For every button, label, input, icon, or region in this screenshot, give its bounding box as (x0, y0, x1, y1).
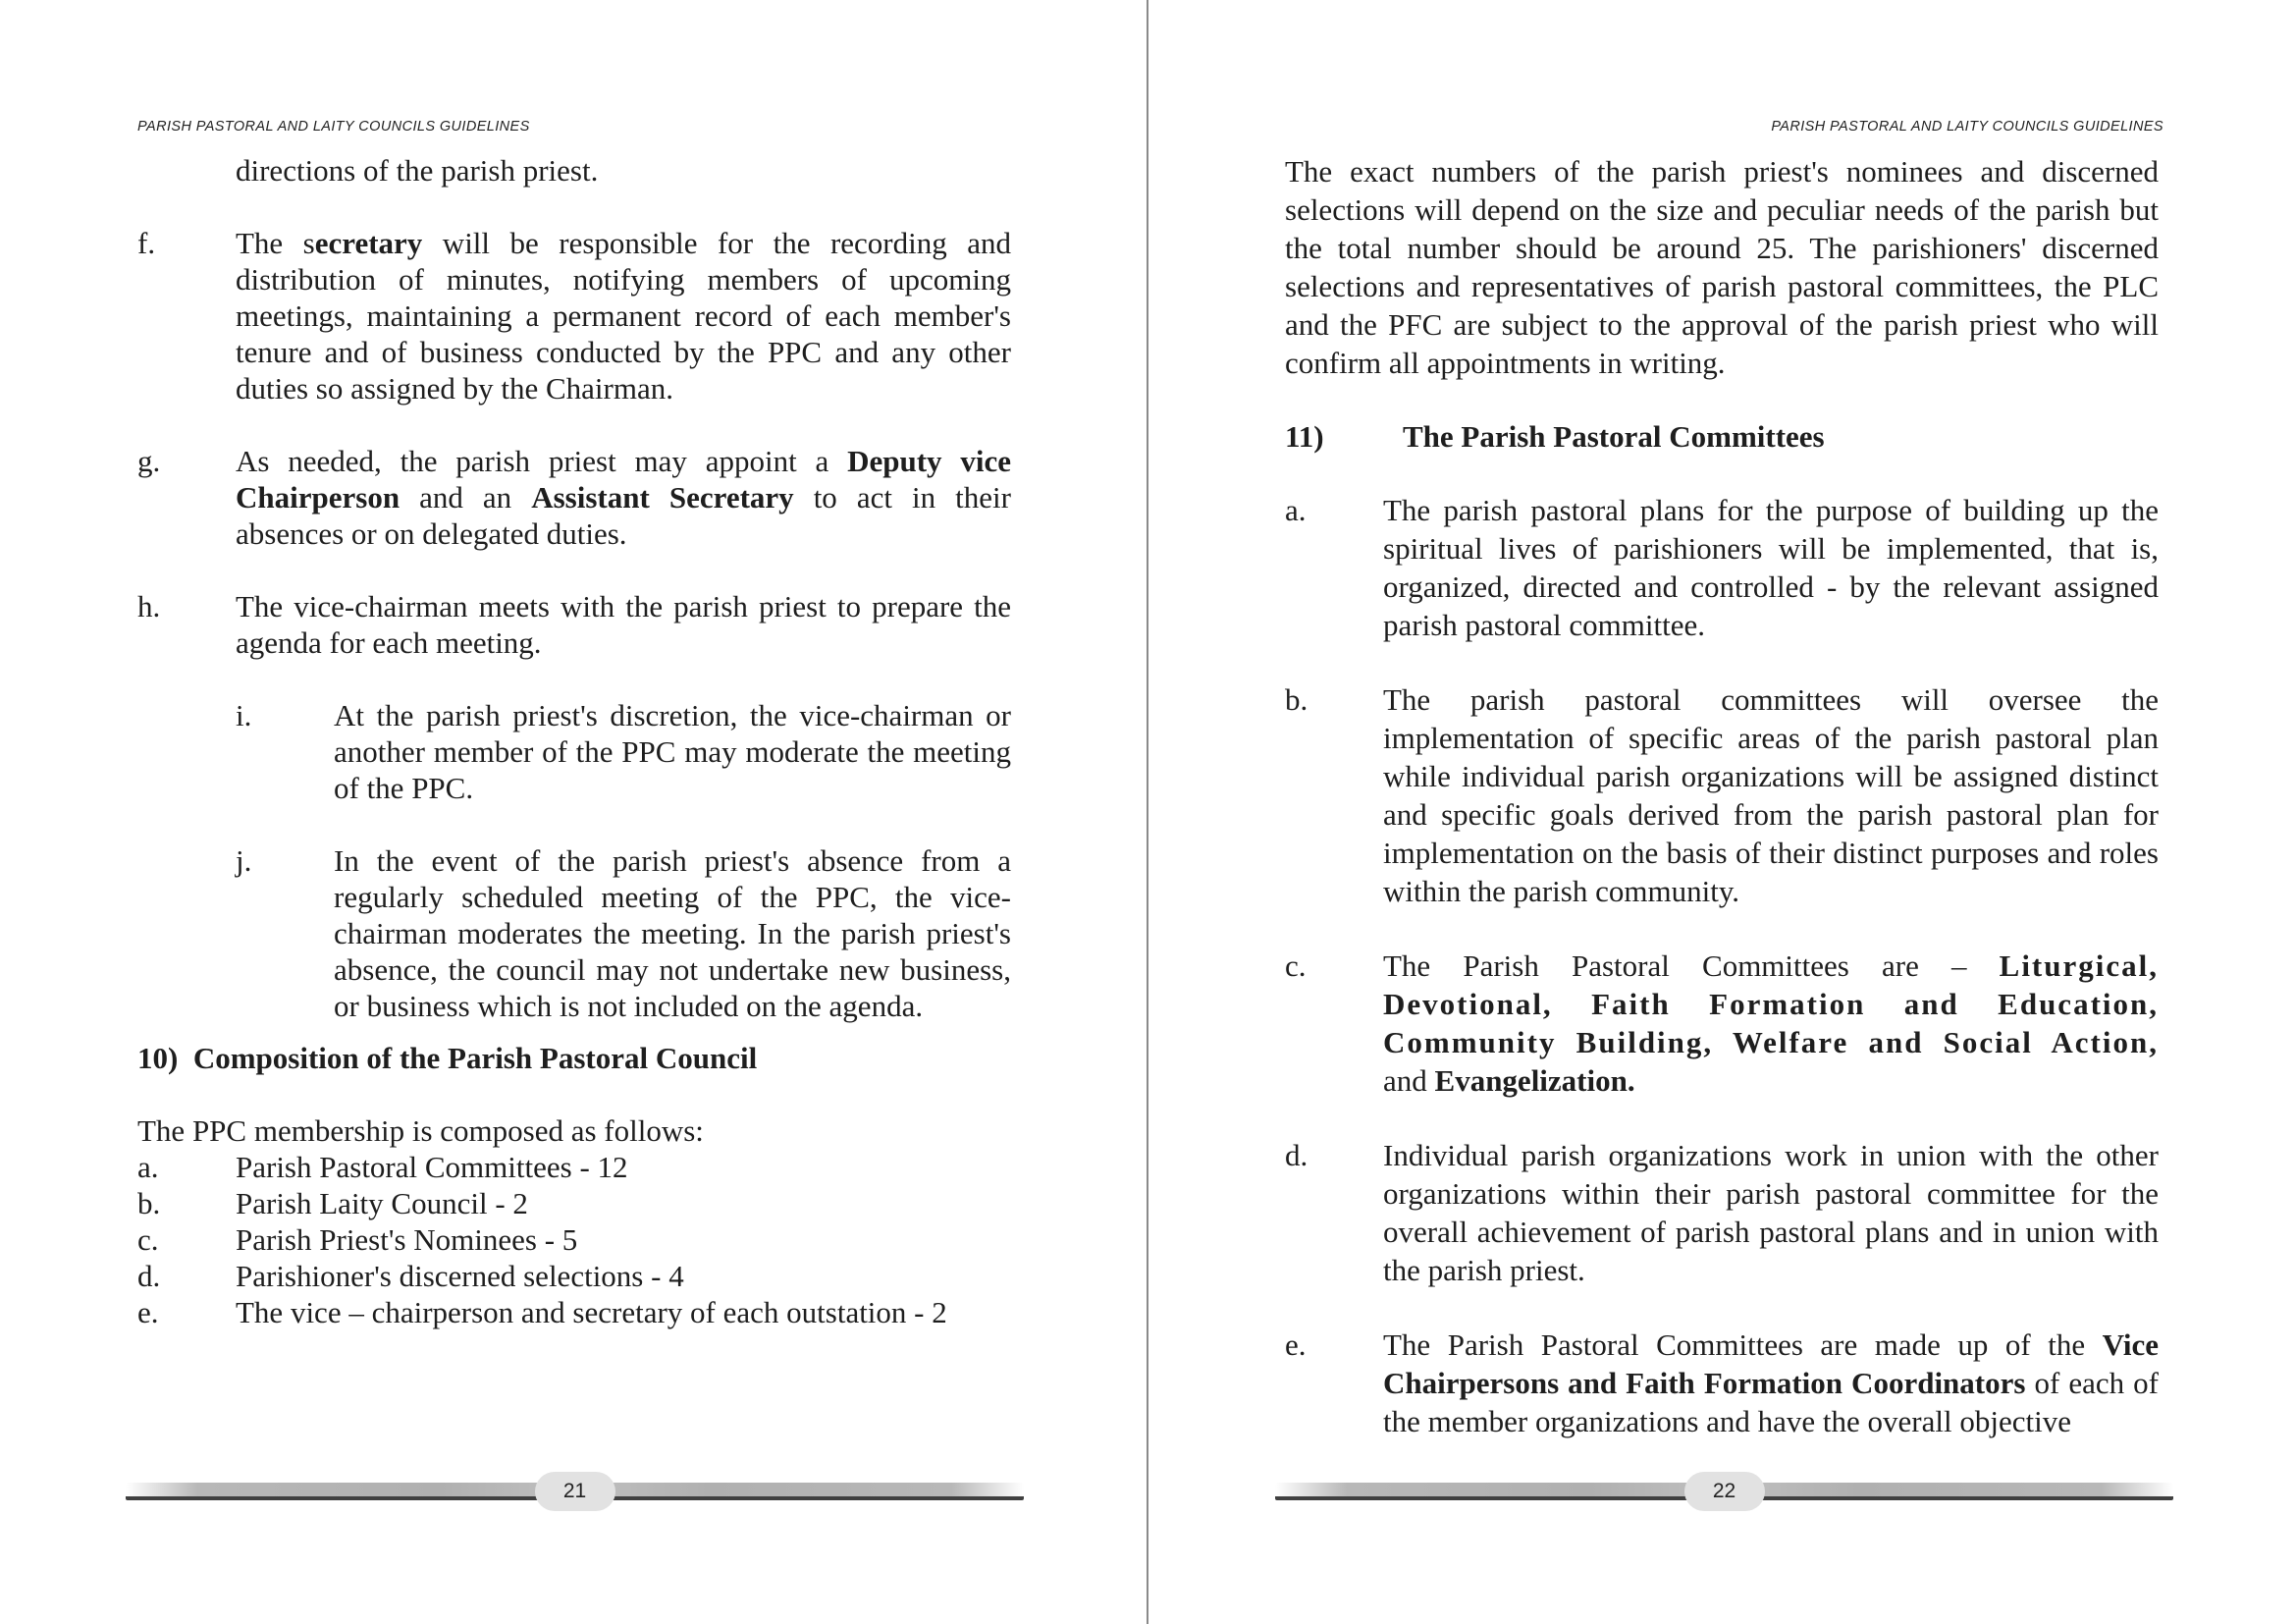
item-label: a. (1285, 493, 1307, 527)
list-item-e (1285, 1326, 2159, 1440)
left-page-body (137, 152, 1011, 1330)
list-item-d (1285, 1136, 2159, 1289)
list-item: d. Parishioner's discerned selections - 4 (137, 1259, 684, 1293)
list-item: c. Parish Priest's Nominees - 5 (137, 1222, 578, 1257)
right-page-body (1285, 152, 2159, 1440)
membership-intro: The PPC membership is composed as follows: (137, 1113, 704, 1148)
item-label: c. (1285, 948, 1307, 983)
item-label: j. (236, 843, 252, 878)
page-number: 21 (535, 1472, 615, 1511)
list-item-h (137, 588, 1011, 661)
page-number: 22 (1684, 1472, 1765, 1511)
item-text: The Parish Pastoral Committees are – Liturgical, Devotional, Faith Formation and Education, Community Building, Welfare and Social Action, and Evangelization. (1383, 948, 2159, 1098)
list-item-j (137, 842, 1011, 1024)
item-label: f. (137, 226, 156, 260)
section-heading-11: 11) The Parish Pastoral Committees (1285, 419, 1825, 454)
item-label: d. (1285, 1138, 1308, 1172)
item-label: i. (236, 698, 252, 732)
item-label: g. (137, 444, 161, 478)
right-page (1148, 0, 2296, 1624)
item-text: The vice-chairman meets with the parish priest to prepare the agenda for each meeting. (236, 589, 1011, 660)
list-item-g (137, 443, 1011, 552)
item-text: The Parish Pastoral Committees are made up of the Vice Chairpersons and Faith Formation Coordinators of each of the member organizations and have the overall objective (1383, 1327, 2159, 1438)
item-text: In the event of the parish priest's absence from a regularly scheduled meeting of the PPC, the vice-chairman moderates the meeting. In the parish priest's absence, the council may not undertake new business, or business which is not included on the agenda. (334, 843, 1011, 1023)
item-text: The secretary will be responsible for the recording and distribution of minutes, notifying members of upcoming meetings, maintaining a permanent record of each member's tenure and of business conducted by the PPC and any other duties so assigned by the Chairman. (236, 226, 1011, 406)
intro-paragraph: The exact numbers of the parish priest's nominees and discerned selections will depend on the size and peculiar needs of the parish but the total number should be around 25. The parishioners' discerned selections and representatives of parish pastoral committees, the PLC and the PFC are subject to the approval of the parish priest who will confirm all appointments in writing. (1285, 154, 2159, 380)
list-item-i (137, 697, 1011, 806)
item-label: e. (1285, 1327, 1307, 1362)
list-item-a (1285, 491, 2159, 644)
item-label: b. (1285, 682, 1308, 717)
item-text: At the parish priest's discretion, the vice-chairman or another member of the PPC may moderate the meeting of the PPC. (334, 698, 1011, 805)
list-item: a. Parish Pastoral Committees - 12 (137, 1150, 628, 1184)
item-label: h. (137, 589, 161, 623)
section-heading-10: 10) Composition of the Parish Pastoral Council (137, 1041, 758, 1075)
list-item-c (1285, 947, 2159, 1100)
membership-list (137, 1149, 1011, 1330)
list-item: b. Parish Laity Council - 2 (137, 1186, 528, 1220)
item-text: Individual parish organizations work in union with the other organizations within their parish pastoral committee for the overall achievement of parish pastoral plans and in union with the parish priest. (1383, 1138, 2159, 1287)
item-text: The parish pastoral committees will oversee the implementation of specific areas of the parish pastoral plan while individual parish organizations will be assigned distinct and specific goals derived from the parish pastoral plan for implementation on the basis of their distinct purposes and roles within the parish community. (1383, 682, 2159, 908)
continuation-line: directions of the parish priest. (236, 153, 599, 188)
item-text: As needed, the parish priest may appoint a Deputy vice Chairperson and an Assistant Secretary to act in their absences or on delegated duties. (236, 444, 1011, 551)
list-item-f (137, 225, 1011, 406)
left-page (0, 0, 1147, 1624)
running-head: PARISH PASTORAL AND LAITY COUNCILS GUIDELINES (137, 119, 530, 135)
page-footer (1275, 1478, 2173, 1505)
list-item: e. The vice – chairperson and secretary of each outstation - 2 (137, 1295, 947, 1329)
page-footer (126, 1478, 1024, 1505)
item-text: The parish pastoral plans for the purpose of building up the spiritual lives of parishioners will be implemented, that is, organized, directed and controlled - by the relevant assigned parish pastoral committee. (1383, 493, 2159, 642)
running-head: PARISH PASTORAL AND LAITY COUNCILS GUIDELINES (1771, 119, 2163, 135)
list-item-b (1285, 680, 2159, 910)
